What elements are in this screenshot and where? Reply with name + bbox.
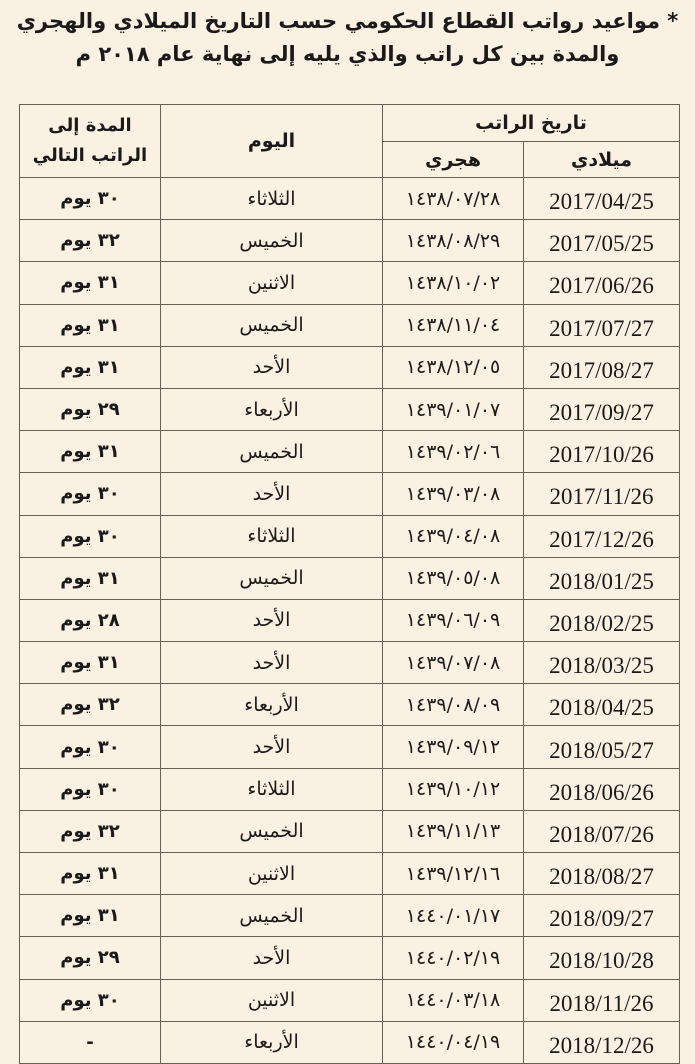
header-salary-date: تاريخ الراتب (383, 105, 680, 142)
cell-hijri-date: ١٤٣٨/٠٨/٢٩ (383, 220, 524, 262)
cell-gregorian-date: 2017/05/25 (524, 220, 680, 262)
cell-day: الأحد (161, 346, 383, 388)
header-duration-line-1: المدة إلى (48, 115, 132, 136)
cell-hijri-date: ١٤٣٨/١٢/٠٥ (383, 346, 524, 388)
table-body (20, 178, 680, 1064)
cell-gregorian-date: 2017/09/27 (524, 388, 680, 430)
table-row (20, 684, 680, 726)
cell-gregorian-date: 2018/11/26 (524, 979, 680, 1021)
cell-duration: ٢٩ يوم (20, 388, 161, 430)
cell-day: الأربعاء (161, 388, 383, 430)
cell-hijri-date: ١٤٣٩/٠٤/٠٨ (383, 515, 524, 557)
table-row (20, 768, 680, 810)
cell-hijri-date: ١٤٤٠/٠١/١٧ (383, 895, 524, 937)
table-row (20, 726, 680, 768)
cell-day: الخميس (161, 810, 383, 852)
cell-duration: ٣١ يوم (20, 557, 161, 599)
page-title (0, 0, 695, 71)
cell-hijri-date: ١٤٣٩/٠٥/٠٨ (383, 557, 524, 599)
cell-duration: ٣٢ يوم (20, 684, 161, 726)
header-duration (20, 105, 161, 178)
cell-day: الثلاثاء (161, 178, 383, 220)
table-header-row (20, 105, 680, 142)
cell-hijri-date: ١٤٣٨/١٠/٠٢ (383, 262, 524, 304)
header-gregorian: ميلادي (524, 142, 680, 178)
table-row (20, 599, 680, 641)
cell-duration: ٣١ يوم (20, 431, 161, 473)
table-row (20, 346, 680, 388)
cell-duration: ٣٠ يوم (20, 768, 161, 810)
cell-day: الأحد (161, 599, 383, 641)
salary-schedule-table (19, 104, 680, 1064)
cell-day: الاثنين (161, 853, 383, 895)
header-day: اليوم (161, 105, 383, 178)
cell-duration: ٣٠ يوم (20, 726, 161, 768)
table-row (20, 220, 680, 262)
table-row (20, 853, 680, 895)
cell-gregorian-date: 2018/01/25 (524, 557, 680, 599)
cell-gregorian-date: 2018/04/25 (524, 684, 680, 726)
cell-gregorian-date: 2017/07/27 (524, 304, 680, 346)
cell-gregorian-date: 2018/03/25 (524, 642, 680, 684)
cell-gregorian-date: 2018/02/25 (524, 599, 680, 641)
table-row (20, 304, 680, 346)
cell-duration: ٣٠ يوم (20, 473, 161, 515)
table-row (20, 1021, 680, 1063)
cell-gregorian-date: 2018/10/28 (524, 937, 680, 979)
cell-duration: ٣٠ يوم (20, 178, 161, 220)
cell-hijri-date: ١٤٣٩/٠٦/٠٩ (383, 599, 524, 641)
cell-hijri-date: ١٤٣٩/١٠/١٢ (383, 768, 524, 810)
header-duration-line-2: الراتب التالي (32, 145, 148, 166)
cell-hijri-date: ١٤٤٠/٠٣/١٨ (383, 979, 524, 1021)
cell-hijri-date: ١٤٣٩/٠٣/٠٨ (383, 473, 524, 515)
cell-day: الأربعاء (161, 1021, 383, 1063)
cell-hijri-date: ١٤٣٩/٠٧/٠٨ (383, 642, 524, 684)
title-line-1: * مواعيد رواتب القطاع الحكومي حسب التاريخ الميلادي والهجري (16, 9, 679, 33)
table-row (20, 473, 680, 515)
cell-gregorian-date: 2017/10/26 (524, 431, 680, 473)
cell-duration: ٣٢ يوم (20, 220, 161, 262)
cell-duration: ٣١ يوم (20, 642, 161, 684)
cell-day: الخميس (161, 431, 383, 473)
cell-gregorian-date: 2018/06/26 (524, 768, 680, 810)
cell-day: الخميس (161, 220, 383, 262)
cell-day: الخميس (161, 304, 383, 346)
cell-day: الأحد (161, 642, 383, 684)
cell-gregorian-date: 2018/09/27 (524, 895, 680, 937)
cell-gregorian-date: 2017/11/26 (524, 473, 680, 515)
header-hijri: هجري (383, 142, 524, 178)
table-row (20, 557, 680, 599)
cell-day: الأحد (161, 726, 383, 768)
cell-duration: ٣١ يوم (20, 853, 161, 895)
cell-hijri-date: ١٤٣٩/٠٢/٠٦ (383, 431, 524, 473)
cell-day: الثلاثاء (161, 768, 383, 810)
cell-duration: ٣٠ يوم (20, 515, 161, 557)
cell-duration: ٣٢ يوم (20, 810, 161, 852)
table-row (20, 388, 680, 430)
cell-gregorian-date: 2017/12/26 (524, 515, 680, 557)
cell-hijri-date: ١٤٣٩/١٢/١٦ (383, 853, 524, 895)
cell-gregorian-date: 2017/06/26 (524, 262, 680, 304)
table-row (20, 979, 680, 1021)
table-row (20, 642, 680, 684)
cell-day: الاثنين (161, 262, 383, 304)
cell-hijri-date: ١٤٣٩/٠٨/٠٩ (383, 684, 524, 726)
table-row (20, 937, 680, 979)
table-row (20, 178, 680, 220)
cell-day: الثلاثاء (161, 515, 383, 557)
cell-duration: ٣١ يوم (20, 304, 161, 346)
cell-gregorian-date: 2018/07/26 (524, 810, 680, 852)
table-row (20, 262, 680, 304)
cell-duration: ٢٨ يوم (20, 599, 161, 641)
cell-day: الخميس (161, 557, 383, 599)
cell-duration: - (20, 1021, 161, 1063)
cell-gregorian-date: 2017/04/25 (524, 178, 680, 220)
cell-gregorian-date: 2017/08/27 (524, 346, 680, 388)
table-row (20, 810, 680, 852)
table-row (20, 515, 680, 557)
cell-day: الخميس (161, 895, 383, 937)
cell-day: الأحد (161, 937, 383, 979)
cell-gregorian-date: 2018/05/27 (524, 726, 680, 768)
cell-hijri-date: ١٤٣٩/١١/١٣ (383, 810, 524, 852)
cell-day: الاثنين (161, 979, 383, 1021)
cell-duration: ٣١ يوم (20, 346, 161, 388)
table-row (20, 431, 680, 473)
cell-hijri-date: ١٤٣٩/٠١/٠٧ (383, 388, 524, 430)
cell-duration: ٣٠ يوم (20, 979, 161, 1021)
cell-hijri-date: ١٤٤٠/٠٢/١٩ (383, 937, 524, 979)
table-row (20, 895, 680, 937)
cell-hijri-date: ١٤٤٠/٠٤/١٩ (383, 1021, 524, 1063)
cell-hijri-date: ١٤٣٨/١١/٠٤ (383, 304, 524, 346)
cell-hijri-date: ١٤٣٨/٠٧/٢٨ (383, 178, 524, 220)
cell-hijri-date: ١٤٣٩/٠٩/١٢ (383, 726, 524, 768)
cell-day: الأحد (161, 473, 383, 515)
title-line-2: والمدة بين كل راتب والذي يليه إلى نهاية عام ٢٠١٨ م (75, 42, 620, 66)
cell-day: الأربعاء (161, 684, 383, 726)
cell-duration: ٣١ يوم (20, 895, 161, 937)
cell-gregorian-date: 2018/12/26 (524, 1021, 680, 1063)
cell-gregorian-date: 2018/08/27 (524, 853, 680, 895)
cell-duration: ٢٩ يوم (20, 937, 161, 979)
cell-duration: ٣١ يوم (20, 262, 161, 304)
